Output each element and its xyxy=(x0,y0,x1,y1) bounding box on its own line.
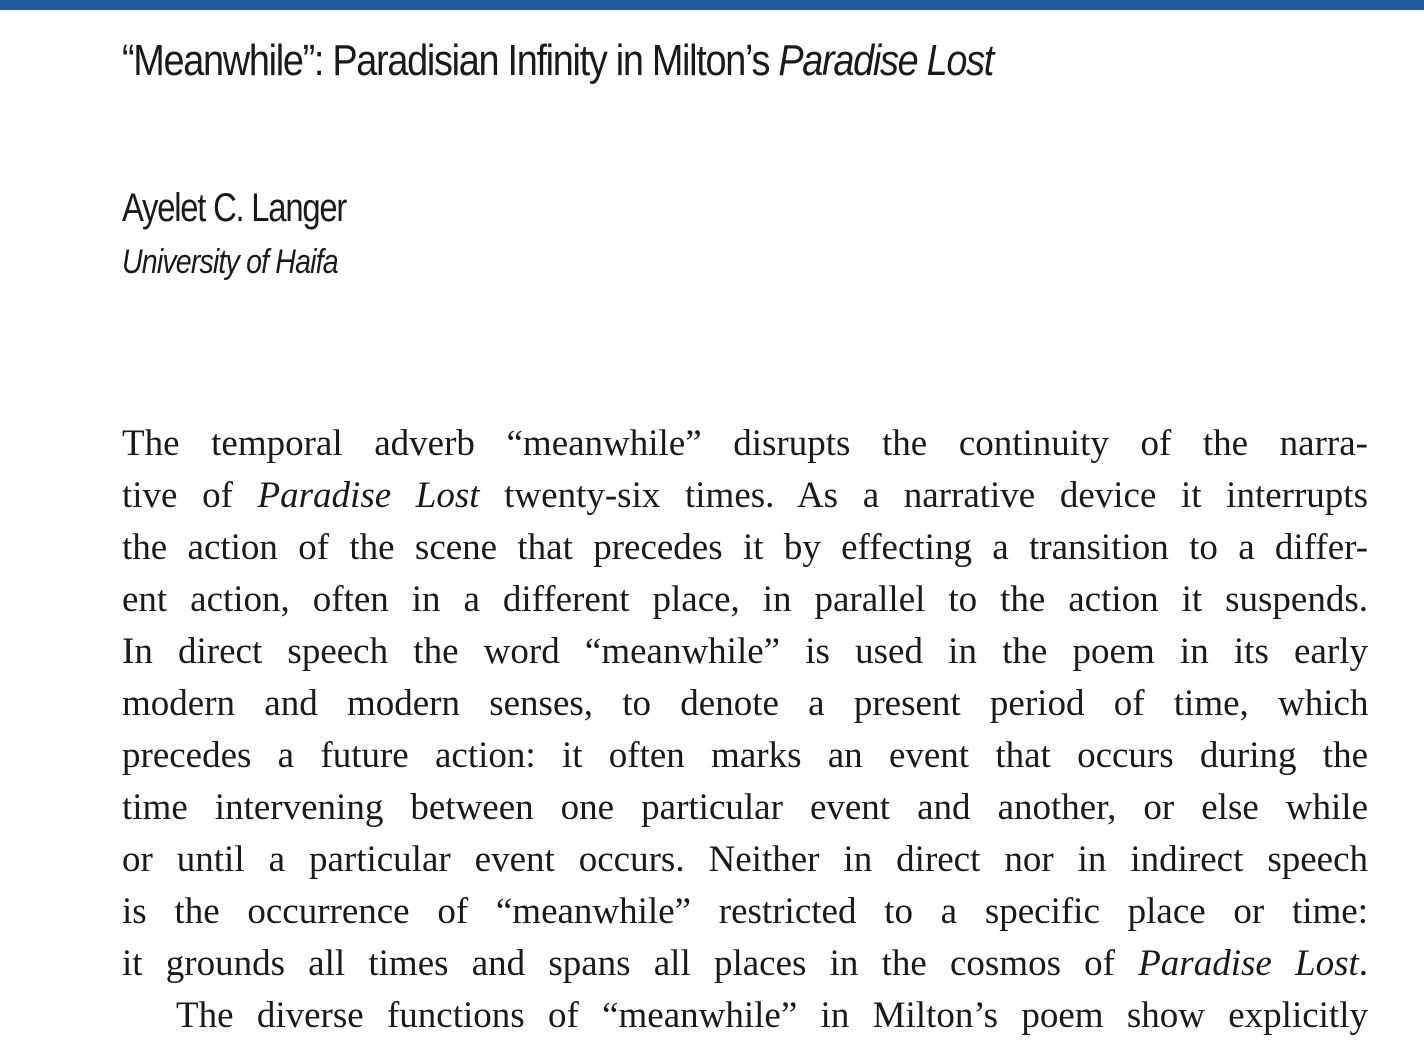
text-line xyxy=(122,470,1368,522)
text-line xyxy=(122,938,1368,990)
author-affiliation: University of Haifa xyxy=(122,243,338,281)
line-text: time intervening between one particular event and another, or else while xyxy=(122,787,1369,828)
line-text: ent action, often in a different place, in parallel to the action it suspends. xyxy=(122,579,1368,620)
article-title-italic: Paradise Lost xyxy=(778,36,993,85)
text-line xyxy=(122,886,1368,938)
article-title xyxy=(122,30,993,92)
italic-title-text: Paradise Lost xyxy=(1138,943,1359,984)
line-text: modern and modern senses, to denote a present period of time, which xyxy=(122,683,1369,724)
text-line xyxy=(122,574,1368,626)
line-text: it grounds all times and spans all places in the cosmos of xyxy=(122,943,1139,984)
line-text: The temporal adverb “meanwhile” disrupts the continuity of the narra- xyxy=(122,423,1368,464)
line-text: is the occurrence of “meanwhile” restricted to a specific place or time: xyxy=(122,891,1368,932)
header-bar xyxy=(0,0,1424,10)
text-line xyxy=(122,522,1368,574)
line-text: . xyxy=(1358,943,1369,984)
body-paragraph xyxy=(122,418,1368,1042)
italic-title-text: Paradise Lost xyxy=(257,475,480,516)
text-line xyxy=(122,782,1368,834)
line-text: precedes a future action: it often marks an event that occurs during the xyxy=(122,735,1368,776)
article-title-text: “Meanwhile”: Paradisian Infinity in Milton’s xyxy=(122,36,779,85)
text-line xyxy=(122,626,1368,678)
text-line xyxy=(122,834,1368,886)
line-text: In direct speech the word “meanwhile” is used in the poem in its early xyxy=(122,631,1368,672)
text-line xyxy=(122,418,1368,470)
text-line xyxy=(122,678,1368,730)
line-text: the action of the scene that precedes it by effecting a transition to a differ- xyxy=(122,527,1369,568)
text-line xyxy=(122,990,1368,1042)
line-text: tive of xyxy=(122,475,258,516)
line-text: or until a particular event occurs. Neither in direct nor in indirect speech xyxy=(122,839,1368,880)
author-name: Ayelet C. Langer xyxy=(122,186,347,230)
line-text: The diverse functions of “meanwhile” in Milton’s poem show explicitly xyxy=(176,995,1368,1036)
text-line xyxy=(122,730,1368,782)
line-text: twenty-six times. As a narrative device it interrupts xyxy=(479,475,1368,516)
